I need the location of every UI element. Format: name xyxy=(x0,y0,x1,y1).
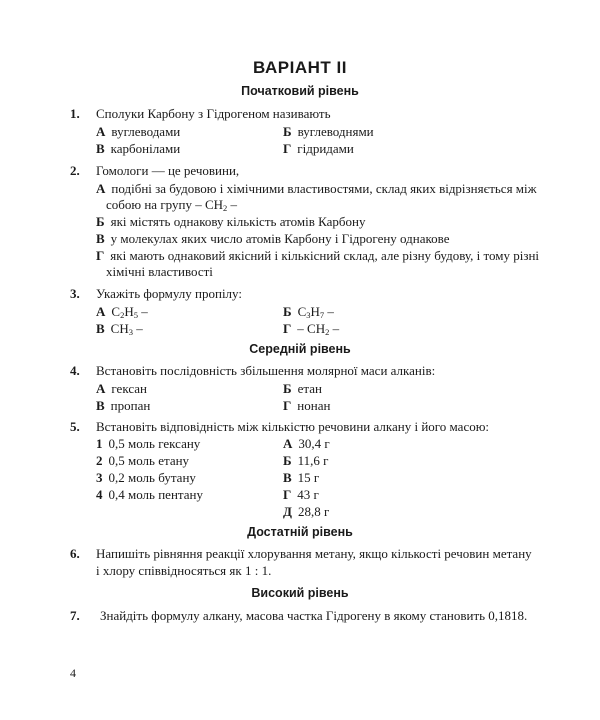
question-2-option-b: Б які містять однакову кількість атомів Карбону xyxy=(96,214,366,229)
level-heading-high: Високий рівень xyxy=(251,586,349,600)
question-3-option-b: Б $C_3H_7$ – xyxy=(283,304,334,320)
level-heading-initial: Початковий рівень xyxy=(241,84,359,98)
question-6-text: Напишіть рівняння реакції хлорування метану, якщо кількості речовин метану xyxy=(96,546,532,561)
question-2-text: Гомологи — це речовини, xyxy=(96,163,240,178)
question-4-text: Встановіть послідовність збільшення молярної маси алканів: xyxy=(96,363,436,378)
question-2-option-a: А подібні за будовою і хімічними властивостями, склад яких відрізняється між xyxy=(96,181,537,196)
question-3-option-v: В $CH_3$ – xyxy=(96,321,143,337)
question-1-option-v: В карбонілами xyxy=(96,141,181,156)
question-5-left-item: 3 0,2 моль бутану xyxy=(96,470,196,485)
page-title: ВАРІАНТ ІІ xyxy=(253,58,347,77)
question-5-left-item: 1 0,5 моль гексану xyxy=(96,436,201,451)
question-4-option-a: А гексан xyxy=(96,381,147,396)
question-6-text-continued: і хлору співвідносяться як 1 : 1. xyxy=(96,563,272,578)
level-heading-sufficient: Достатній рівень xyxy=(247,525,353,539)
question-3-text: Укажіть формулу пропілу: xyxy=(96,286,242,301)
question-4-number: 4. xyxy=(70,363,80,378)
question-5-right-item: Д 28,8 г xyxy=(283,504,330,519)
page-number: 4 xyxy=(70,666,76,680)
question-5-right-item: В 15 г xyxy=(283,470,320,485)
question-5-right-item: Б 11,6 г xyxy=(283,453,329,468)
question-5-number: 5. xyxy=(70,419,80,434)
question-4-option-b: Б етан xyxy=(283,381,322,396)
question-5-text: Встановіть відповідність між кількістю речовини алкану і його масою: xyxy=(96,419,490,434)
question-1-option-g: Г гідридами xyxy=(283,141,354,156)
question-2-number: 2. xyxy=(70,163,80,178)
question-7-number: 7. xyxy=(70,608,80,623)
question-4-option-g: Г нонан xyxy=(283,398,331,413)
question-1-number: 1. xyxy=(70,106,80,121)
question-5-left-item: 4 0,4 моль пентану xyxy=(96,487,203,502)
question-3-number: 3. xyxy=(70,286,80,301)
level-heading-middle: Середній рівень xyxy=(249,342,351,356)
question-6-number: 6. xyxy=(70,546,80,561)
question-2-option-a-continued: собою на групу – $CH_2$ – xyxy=(106,197,237,213)
question-1-option-a: А вуглеводами xyxy=(96,124,181,139)
question-4-option-v: В пропан xyxy=(96,398,151,413)
question-3-option-a: А $C_2H_5$ – xyxy=(96,304,148,320)
question-2-option-v: В у молекулах яких число атомів Карбону і Гідрогену однакове xyxy=(96,231,450,246)
question-1-text: Сполуки Карбону з Гідрогеном називають xyxy=(96,106,331,121)
question-5-right-item: Г 43 г xyxy=(283,487,319,502)
question-5-right-item: А 30,4 г xyxy=(283,436,330,451)
question-2-option-g: Г які мають однаковий якісний і кількісний склад, але різну будову, і тому різні xyxy=(96,248,540,263)
question-7-text: Знайдіть формулу алкану, масова частка Гідрогену в якому становить 0,1818. xyxy=(100,608,528,623)
question-5-left-item: 2 0,5 моль етану xyxy=(96,453,190,468)
question-3-option-g: Г – $CH_2$ – xyxy=(283,321,340,337)
question-2-option-g-continued: хімічні властивості xyxy=(106,264,213,279)
question-1-option-b: Б вуглеводнями xyxy=(283,124,374,139)
